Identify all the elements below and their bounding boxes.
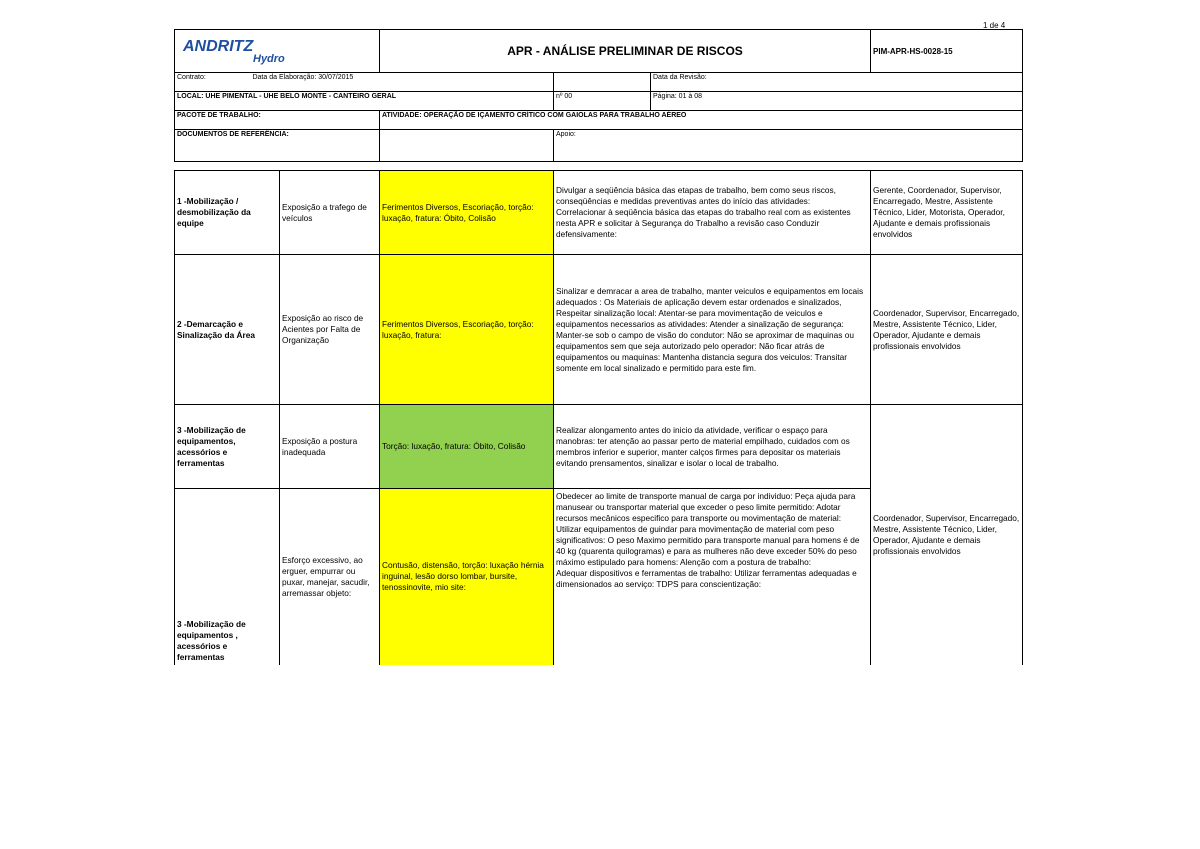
measures-cell: Divulgar a seqüência básica das etapas de trabalho, bem como seus riscos, conseqüências e medidas preventivas antes do início das atividades: Correlacionar à seqüência básica das etapas do trabalho real com as existentes nesta APR e solicitar à Segurança do Trabalho a revisão caso Conduzir defensivamente: (554, 171, 871, 255)
hazard-cell: Exposição a postura inadequada (280, 405, 380, 489)
stage-cell: 1 -Mobilização / desmobilização da equipe (175, 171, 280, 255)
risk-cell: Ferimentos Diversos, Escoriação, torção: luxação, fratura: (380, 255, 554, 405)
table-row (175, 405, 1023, 489)
contrato-cell (175, 73, 554, 92)
pagina: Página: 01 à 08 (651, 92, 1023, 111)
stage-cell: 3 -Mobilização de equipamentos, acessórios e ferramentas (175, 405, 280, 489)
apoio: Apoio: (554, 130, 1023, 162)
risk-table (174, 170, 1023, 665)
data-elaboracao: Data da Elaboração: 30/07/2015 (252, 74, 354, 81)
measures-cell: Obedecer ao limite de transporte manual de carga por individuo: Peça ajuda para manusear ou transportar material que exceder o peso limite permitido: Adotar recursos mecânicos especifico para transporte ou movimentação de material: Utilizar equipamentos de guindar para movimentação de material com peso significativos: O peso Maximo permitido para transporte manual para homens é de 40 kg (quarenta quilogramas) e para as mulheres não deve exceder 50% do peso máximo estipulado para homens: Alenção com a postura de trabalho: Adequar dispositivos e ferramentas de trabalho: Utilizar ferramentas adequadas e dimensionados ao serviço: TDPS para conscientização: (554, 489, 871, 665)
responsible-cell: Coordenador, Supervisor, Encarregado, Mestre, Assistente Técnico, Lider, Operador, Ajudante e demais profissionais envolvidos (871, 405, 1023, 665)
pacote-trabalho: PACOTE DE TRABALHO: (175, 111, 380, 130)
risk-cell: Torção: luxação, fratura: Óbito, Colisão (380, 405, 554, 489)
risk-cell: Contusão, distensão, torção: luxação hérnia inguinal, lesão dorso lombar, bursite, tenossinovite, mio site: (380, 489, 554, 665)
svg-text:Hydro: Hydro (253, 53, 285, 65)
responsible-cell: Coordenador, Supervisor, Encarregado, Mestre, Assistente Técnico, Lider, Operador, Ajudante e demais profissionais envolvidos (871, 255, 1023, 405)
documentos-referencia: DOCUMENTOS DE REFERÊNCIA: (175, 130, 380, 162)
table-row (175, 171, 1023, 255)
document-title: APR - ANÁLISE PRELIMINAR DE RISCOS (380, 30, 871, 73)
atividade: ATIVIDADE: OPERAÇÃO DE IÇAMENTO CRÍTICO COM GAIOLAS PARA TRABALHO AÉREO (380, 111, 1023, 130)
page-number: 1 de 4 (983, 21, 1006, 30)
stage-cell: 3 -Mobilização de equipamentos , acessórios e ferramentas (175, 489, 280, 665)
svg-text:ANDRITZ: ANDRITZ (183, 38, 254, 55)
measures-cell: Realizar alongamento antes do inicio da atividade, verificar o espaço para manobras: ter atenção ao passar perto de material empilhado, cuidados com os membros inferior e superior, manter calços firmes para depositar os materiais evitando prensamentos, sinalizar e isolar o local de trabalho. (554, 405, 871, 489)
document-header (174, 29, 1023, 162)
table-row (175, 255, 1023, 405)
hazard-cell: Exposição a trafego de veículos (280, 171, 380, 255)
logo-cell (175, 30, 380, 73)
measures-cell: Sinalizar e demracar a area de trabalho, manter veiculos e equipamentos em locais adequados : Os Materiais de aplicação devem estar ordenados e sinalizados, Respeitar sinalização local: Atentar-se para movimentação de veiculos e equipamentos necessarios as atividades: Atender a sinalização de segurança: Manter-se sob o campo de visão do condutor: Não se aproximar de maquinas ou equipamentos sem que seja autorizado pelo operador: Não ficar atrás de equipamentos ou maquinas: Mantenha distancia segura dos veiculos: Transitar somente em local sinalizado e permitido para este fim. (554, 255, 871, 405)
responsible-cell: Gerente, Coordenador, Supervisor, Encarregado, Mestre, Assistente Técnico, Lider, Motorista, Operador, Ajudante e demais profissionais envolvidos (871, 171, 1023, 255)
local: LOCAL: UHE PIMENTAL - UHE BELO MONTE - CANTEIRO GERAL (175, 92, 554, 111)
risk-cell: Ferimentos Diversos, Escoriação, torção: luxação, fratura: Óbito, Colisão (380, 171, 554, 255)
contrato-label: Contrato: (177, 74, 206, 81)
andritz-hydro-logo (181, 37, 321, 65)
data-revisao: Data da Revisão: (651, 73, 1023, 92)
document-code: PIM-APR-HS-0028-15 (871, 30, 1023, 73)
stage-cell: 2 -Demarcação e Sinalização da Área (175, 255, 280, 405)
numero: nº 00 (554, 92, 651, 111)
hazard-cell: Exposição ao risco de Acientes por Falta de Organização (280, 255, 380, 405)
hazard-cell: Esforço excessivo, ao erguer, empurrar ou puxar, manejar, sacudir, arremassar objeto: (280, 489, 380, 665)
empty-cell (554, 73, 651, 92)
empty-cell (380, 130, 554, 162)
